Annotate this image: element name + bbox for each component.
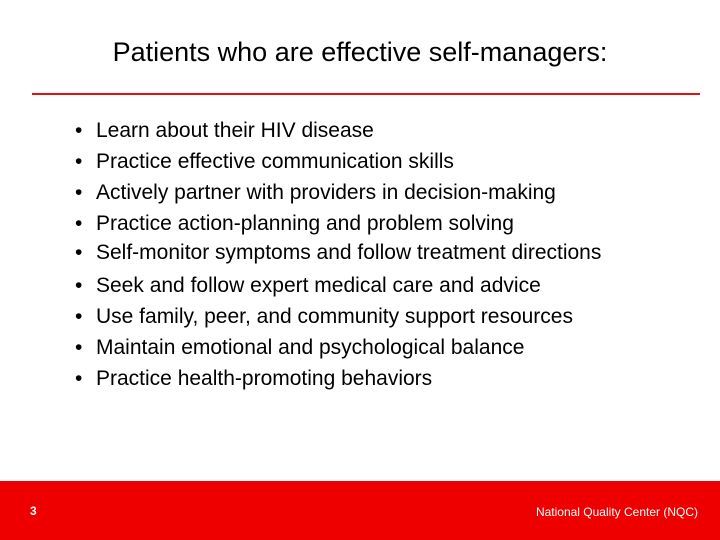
- bullet-icon: •: [75, 336, 83, 359]
- bullet-icon: •: [75, 181, 83, 204]
- bullet-text: Practice effective communication skills: [96, 150, 454, 173]
- list-item: [75, 208, 675, 239]
- bullet-text: Seek and follow expert medical care and advice: [96, 274, 541, 297]
- list-item: [75, 332, 675, 363]
- bullet-icon: •: [75, 274, 83, 297]
- list-item: [75, 239, 675, 270]
- list-item: [75, 270, 675, 301]
- bullet-text: Actively partner with providers in decision-making: [96, 181, 556, 204]
- title-divider: [32, 93, 700, 95]
- list-item: [75, 146, 675, 177]
- slide-title: Patients who are effective self-managers:: [112, 37, 608, 67]
- bullet-text: Self-monitor symptoms and follow treatment directions: [96, 241, 602, 264]
- bullet-text: Practice health-promoting behaviors: [96, 367, 433, 390]
- bullet-text: Practice action-planning and problem solving: [96, 212, 514, 235]
- slide-number: 3: [30, 504, 37, 518]
- list-item: [75, 177, 675, 208]
- footer-organization: National Quality Center (NQC): [535, 505, 698, 519]
- bullet-icon: •: [75, 119, 83, 142]
- bullet-list: [75, 115, 675, 394]
- bullet-icon: •: [75, 305, 83, 328]
- list-item: [75, 363, 675, 394]
- bullet-text: Learn about their HIV disease: [96, 119, 374, 142]
- bullet-text: Use family, peer, and community support resources: [96, 305, 573, 328]
- bullet-icon: •: [75, 241, 83, 264]
- bullet-text: Maintain emotional and psychological balance: [96, 336, 525, 359]
- footer-bar: [0, 481, 720, 540]
- bullet-icon: •: [75, 150, 83, 173]
- list-item: [75, 115, 675, 146]
- bullet-icon: •: [75, 212, 83, 235]
- bullet-icon: •: [75, 367, 83, 390]
- list-item: [75, 301, 675, 332]
